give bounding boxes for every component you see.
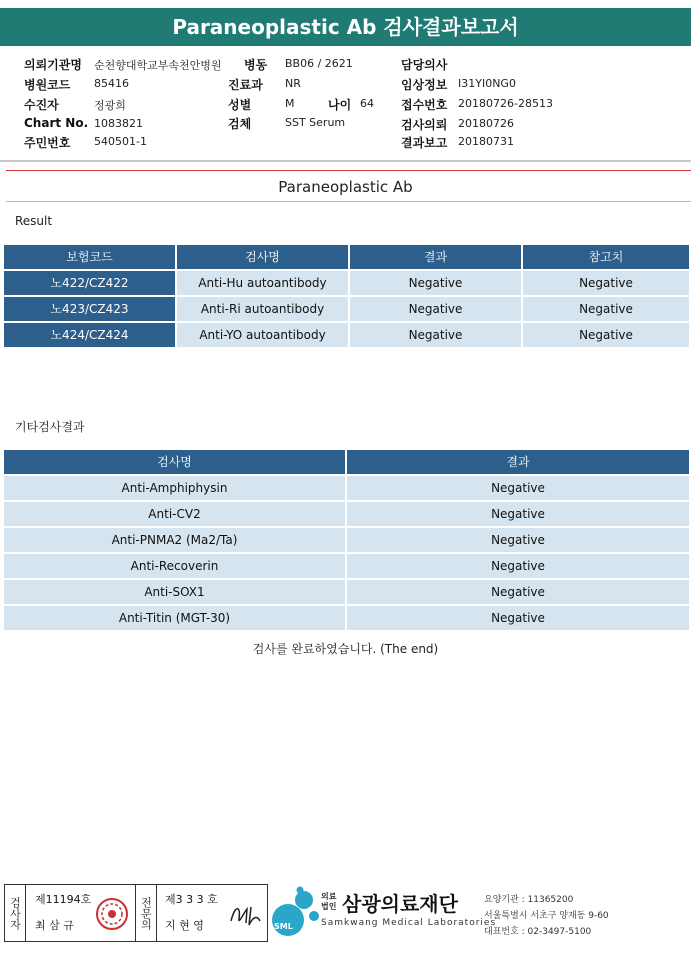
test-name: Anti-CV2 xyxy=(4,502,345,526)
table-row xyxy=(4,323,689,347)
patient-value: 정광희 xyxy=(94,99,126,112)
insurance-code: 노422/CZ422 xyxy=(4,271,175,295)
col-header-result: 결과 xyxy=(350,245,521,269)
dept-label: 진료과 xyxy=(228,78,263,92)
red-divider xyxy=(6,170,691,171)
request-label: 검사의뢰 xyxy=(401,118,448,132)
table-row xyxy=(4,606,689,630)
examiner-name: 최 삼 규 xyxy=(35,919,74,932)
chart-value: 1083821 xyxy=(94,117,143,130)
specialist-name: 지 현 영 xyxy=(165,919,204,932)
col-header-ref: 참고치 xyxy=(523,245,689,269)
col-header-result: 결과 xyxy=(347,450,689,474)
age-value: 64 xyxy=(360,97,374,110)
result-table xyxy=(2,243,691,349)
table-row xyxy=(4,271,689,295)
examiner-seal-icon xyxy=(95,897,129,931)
report-date-value: 20180731 xyxy=(458,135,514,148)
ward-label: 병동 xyxy=(244,58,268,72)
reference-value: Negative xyxy=(523,271,689,295)
reception-label: 접수번호 xyxy=(401,98,448,112)
test-result: Negative xyxy=(347,528,689,552)
test-result: Negative xyxy=(347,554,689,578)
test-name: Anti-Ri autoantibody xyxy=(177,297,348,321)
patient-label: 수진자 xyxy=(24,98,59,112)
institution-code: 요양기관 : 11365200 xyxy=(484,895,574,905)
test-name: Anti-Titin (MGT-30) xyxy=(4,606,345,630)
age-label: 나이 xyxy=(328,98,352,112)
specialist-license: 제3 3 3 호 xyxy=(165,893,218,906)
org-phone: 대표번호 : 02-3497-5100 xyxy=(484,927,592,937)
test-result: Negative xyxy=(347,502,689,526)
clinical-value: I31YI0NG0 xyxy=(458,77,516,90)
test-result: Negative xyxy=(347,476,689,500)
org-address: 서울특별시 서초구 양재동 9-60 xyxy=(484,911,609,921)
insurance-code: 노423/CZ423 xyxy=(4,297,175,321)
specimen-value: SST Serum xyxy=(285,116,346,129)
sex-label: 성별 xyxy=(228,98,252,112)
section-divider xyxy=(6,201,691,202)
clinical-label: 임상정보 xyxy=(401,78,448,92)
institution-value: 순천향대학교부속천안병원 xyxy=(94,59,222,72)
test-result: Negative xyxy=(347,606,689,630)
id-label: 주민번호 xyxy=(24,136,71,150)
dept-value: NR xyxy=(285,77,301,90)
col-header-name: 검사명 xyxy=(4,450,345,474)
table-row xyxy=(4,580,689,604)
result-caption: Result xyxy=(15,214,53,228)
col-header-name: 검사명 xyxy=(177,245,348,269)
test-name: Anti-Amphiphysin xyxy=(4,476,345,500)
test-name: Anti-PNMA2 (Ma2/Ta) xyxy=(4,528,345,552)
reception-value: 20180726-28513 xyxy=(458,97,553,110)
report-date-label: 결과보고 xyxy=(401,136,448,150)
test-result: Negative xyxy=(350,297,521,321)
hospital-code-value: 85416 xyxy=(94,77,129,90)
other-results-table xyxy=(2,448,691,632)
table-row xyxy=(4,297,689,321)
test-result: Negative xyxy=(347,580,689,604)
signature-icon xyxy=(227,899,263,929)
test-result: Negative xyxy=(350,323,521,347)
test-name: Anti-Hu autoantibody xyxy=(177,271,348,295)
header-divider xyxy=(0,160,691,162)
insurance-code: 노424/CZ424 xyxy=(4,323,175,347)
end-note: 검사를 완료하였습니다. (The end) xyxy=(252,642,439,656)
table-row xyxy=(4,528,689,552)
report-title: Paraneoplastic Ab 검사결과보고서 xyxy=(0,8,691,46)
specimen-label: 검체 xyxy=(228,117,252,131)
specialist-label: 전문의 xyxy=(135,885,157,941)
reference-value: Negative xyxy=(523,323,689,347)
test-name: Anti-YO autoantibody xyxy=(177,323,348,347)
id-value: 540501-1 xyxy=(94,135,147,148)
test-name: Anti-SOX1 xyxy=(4,580,345,604)
examiner-label: 검사자 xyxy=(5,885,26,941)
ward-value: BB06 / 2621 xyxy=(285,57,353,70)
table-row xyxy=(4,502,689,526)
result-header-row xyxy=(4,245,689,269)
other-results-caption: 기타검사결과 xyxy=(15,420,85,434)
table-row xyxy=(4,554,689,578)
col-header-code: 보험코드 xyxy=(4,245,175,269)
test-name: Anti-Recoverin xyxy=(4,554,345,578)
org-type: 의료법인 xyxy=(321,892,337,911)
org-name-en: Samkwang Medical Laboratories xyxy=(321,918,497,928)
sex-value: M xyxy=(285,97,295,110)
signature-box xyxy=(4,884,268,942)
other-header-row xyxy=(4,450,689,474)
footer xyxy=(0,884,691,944)
hospital-code-label: 병원코드 xyxy=(24,78,71,92)
institution-label: 의뢰기관명 xyxy=(24,58,82,72)
section-title: Paraneoplastic Ab xyxy=(278,178,413,196)
reference-value: Negative xyxy=(523,297,689,321)
test-result: Negative xyxy=(350,271,521,295)
request-value: 20180726 xyxy=(458,117,514,130)
doctor-label: 담당의사 xyxy=(401,58,448,72)
chart-label: Chart No. xyxy=(24,116,89,130)
table-row xyxy=(4,476,689,500)
org-name: 삼광의료재단 xyxy=(342,892,458,916)
sml-logo-text: SML xyxy=(274,922,293,931)
examiner-license: 제11194호 xyxy=(35,893,92,906)
